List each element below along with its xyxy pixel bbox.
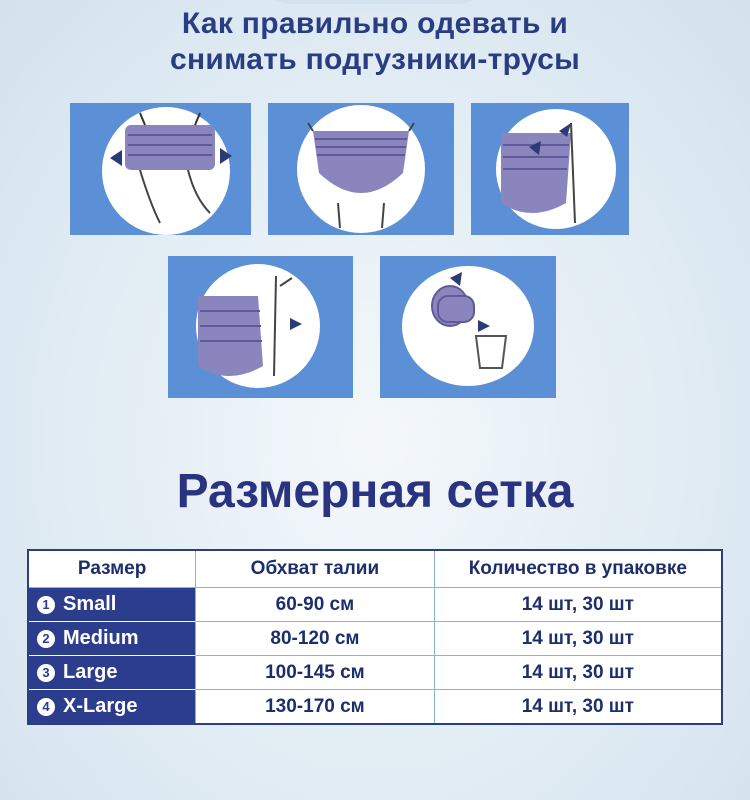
quantity-cell: 14 шт, 30 шт xyxy=(521,695,634,717)
table-row xyxy=(29,656,721,690)
roll-and-dispose-illustration xyxy=(380,256,556,398)
step-5-panel xyxy=(380,256,556,398)
step-4-panel xyxy=(168,256,353,398)
step-3-panel xyxy=(471,103,629,235)
size-chart-title: Размерная сетка xyxy=(176,465,574,518)
waist-cell: 60-90 см xyxy=(196,588,434,622)
size-label: X-Large xyxy=(63,695,138,717)
size-label: Large xyxy=(63,661,118,683)
pull-up-legs-illustration xyxy=(70,103,251,235)
waist-cell: 80-120 см xyxy=(196,622,434,656)
size-cell xyxy=(29,690,196,723)
page-title-line2: снимать подгузники-трусы xyxy=(169,43,581,76)
step-2-panel xyxy=(268,103,454,235)
column-header-quantity: Количество в упаковке xyxy=(435,551,721,588)
size-table xyxy=(27,549,723,725)
quantity-cell: 14 шт, 30 шт xyxy=(435,656,721,690)
table-row xyxy=(29,622,721,656)
remove-tear-side-illustration xyxy=(168,256,353,398)
waist-cell: 100-145 см xyxy=(196,656,434,690)
size-number-badge: 2 xyxy=(37,630,55,648)
step-1-panel xyxy=(70,103,251,235)
size-cell xyxy=(29,622,196,656)
size-cell xyxy=(29,588,196,622)
size-number-badge: 4 xyxy=(37,698,55,716)
size-cell xyxy=(29,656,196,690)
column-header-size: Размер xyxy=(29,551,196,588)
quantity-cell: 14 шт, 30 шт xyxy=(435,622,721,656)
diaper-on-hips-illustration xyxy=(268,103,454,235)
size-label: Medium xyxy=(63,627,139,649)
table-row xyxy=(29,588,721,622)
size-number-badge: 1 xyxy=(37,596,55,614)
waist-cell: 130-170 см xyxy=(196,690,434,723)
size-label: Small xyxy=(63,593,117,615)
column-header-waist: Обхват талии xyxy=(196,551,434,588)
page-title-line1: Как правильно одевать и xyxy=(181,7,569,40)
table-row xyxy=(29,690,721,723)
tear-side-seam-illustration xyxy=(471,103,629,235)
size-number-badge: 3 xyxy=(37,664,55,682)
size-table-header xyxy=(29,551,721,588)
top-decoration xyxy=(250,0,500,4)
quantity-cell: 14 шт, 30 шт xyxy=(435,588,721,622)
